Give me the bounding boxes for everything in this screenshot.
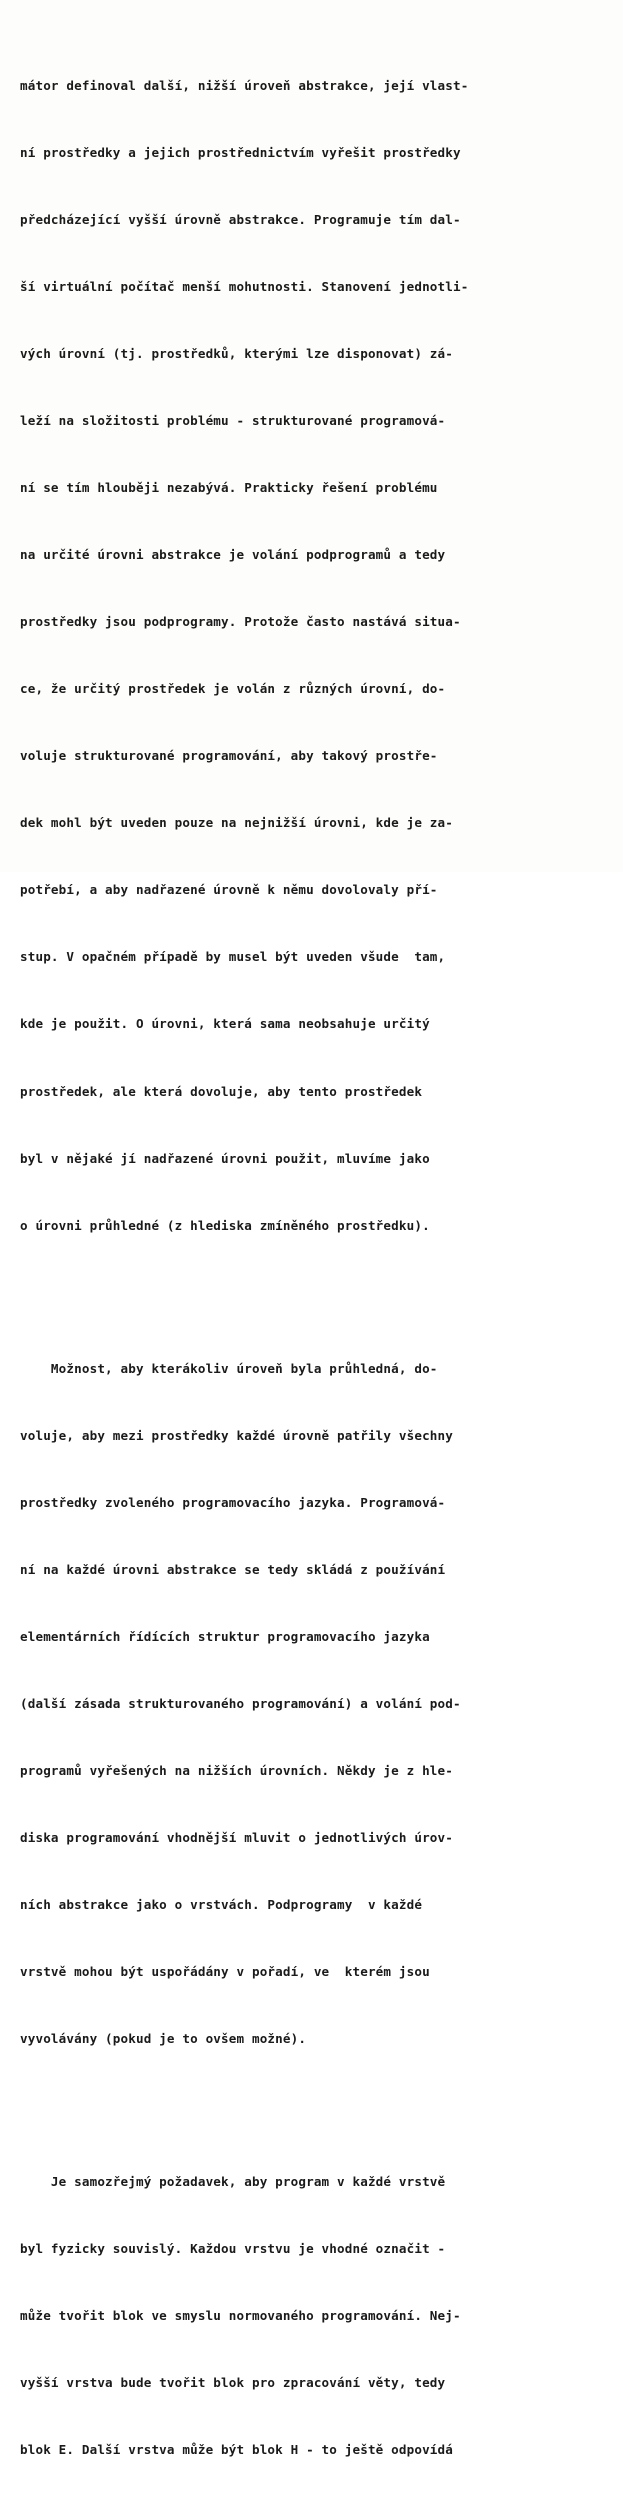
text-line: diska programování vhodnější mluvit o jednotlivých úrov- <box>20 1829 453 1845</box>
text-line: předcházející vyšší úrovně abstrakce. Programuje tím dal- <box>20 212 461 228</box>
text-line: mátor definoval další, nižší úroveň abstrakce, její vlast- <box>20 78 469 94</box>
text-line: (další zásada strukturovaného programování) a volání pod- <box>20 1695 461 1711</box>
text-line: voluje, aby mezi prostředky každé úrovně patřily všechny <box>20 1427 453 1443</box>
text-line: ní se tím hlouběji nezabývá. Prakticky řešení problému <box>20 480 438 496</box>
text-line: vyvolávány (pokud je to ovšem možné). <box>20 2030 307 2046</box>
text-line: stup. V opačném případě by musel být uveden všude tam, <box>20 949 446 965</box>
text-line: ní prostředky a jejich prostřednictvím vyřešit prostředky <box>20 145 461 161</box>
text-line: ce, že určitý prostředek je volán z různých úrovní, do- <box>20 681 446 697</box>
text-line: prostředky jsou podprogramy. Protože často nastává situa- <box>20 614 461 630</box>
text-line: potřebí, a aby nadřazené úrovně k němu dovolovaly pří- <box>20 882 438 898</box>
text-line: ních abstrakce jako o vrstvách. Podprogramy v každé <box>20 1896 423 1912</box>
text-line: prostředky zvoleného programovacího jazyka. Programová- <box>20 1494 446 1510</box>
text-line: kde je použit. O úrovni, která sama neobsahuje určitý <box>20 1016 430 1032</box>
text-line: voluje strukturované programování, aby takový prostře- <box>20 748 438 764</box>
text-line: dek mohl být uveden pouze na nejnižší úrovni, kde je za- <box>20 815 453 831</box>
text-line: prostředek, ale která dovoluje, aby tento prostředek <box>20 1083 423 1099</box>
typewritten-text <box>20 8 610 2506</box>
text-line: leží na složitosti problému - strukturované programová- <box>20 413 446 429</box>
text-line: vých úrovní (tj. prostředků, kterými lze disponovat) zá- <box>20 346 453 362</box>
text-line: ší virtuální počítač menší mohutnosti. Stanovení jednotli- <box>20 279 469 295</box>
text-line: elementárních řídících struktur programovacího jazyka <box>20 1628 430 1644</box>
text-line: programů vyřešených na nižších úrovních. Někdy je z hle- <box>20 1762 453 1778</box>
text-line: byl fyzicky souvislý. Každou vrstvu je vhodné označit - <box>20 2241 446 2257</box>
text-line: o úrovni průhledné (z hlediska zmíněného prostředku). <box>20 1217 430 1233</box>
paragraph-gap <box>20 1282 610 1291</box>
text-line: byl v nějaké jí nadřazené úrovni použit, mluvíme jako <box>20 1150 430 1166</box>
text-line: blok E. Další vrstva může být blok H - to ještě odpovídá <box>20 2442 453 2458</box>
text-line: ní na každé úrovni abstrakce se tedy skládá z používání <box>20 1561 446 1577</box>
text-line: může tvořit blok ve smyslu normovaného programování. Nej- <box>20 2308 461 2324</box>
text-line: na určité úrovni abstrakce je volání podprogramů a tedy <box>20 547 446 563</box>
text-line: vyšší vrstva bude tvořit blok pro zpracování věty, tedy <box>20 2375 446 2391</box>
text-line: Možnost, aby kterákoliv úroveň byla průhledná, do- <box>20 1360 438 1376</box>
text-line: vrstvě mohou být uspořádány v pořadí, ve kterém jsou <box>20 1963 430 1979</box>
text-line: Je samozřejmý požadavek, aby program v každé vrstvě <box>20 2174 446 2189</box>
paragraph-gap <box>20 2095 610 2104</box>
